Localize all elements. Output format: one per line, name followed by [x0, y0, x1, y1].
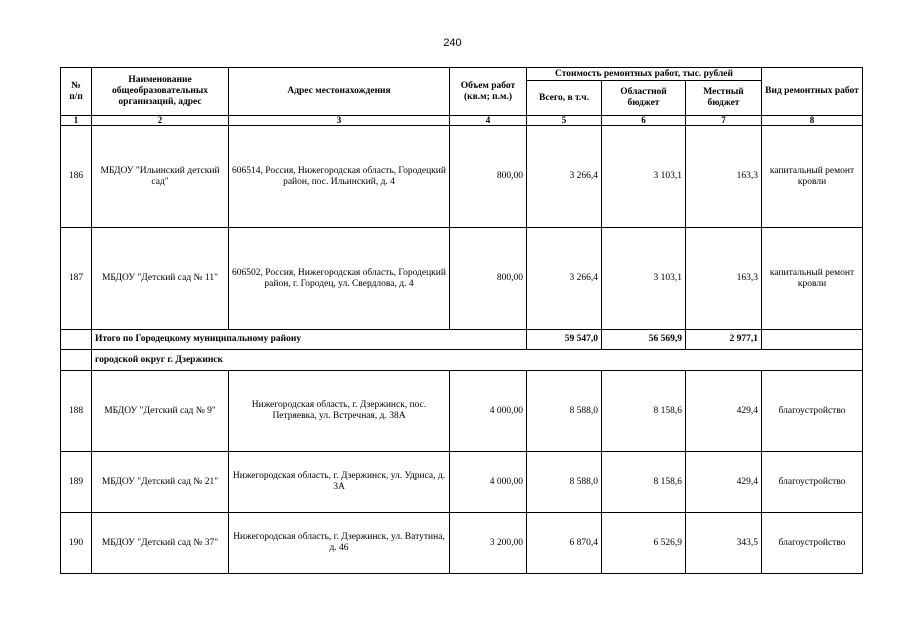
row-total: 6 870,4 [527, 513, 602, 574]
row-local: 343,5 [686, 513, 762, 574]
row-local: 429,4 [686, 371, 762, 452]
table-row [61, 228, 863, 330]
header-org-name: Наименование общеобразовательных организаций, адрес [92, 68, 229, 116]
column-number: 3 [229, 116, 450, 126]
row-address: 606502, Россия, Нижегородская область, Городецкий район, г. Городец, ул. Свердлова, д. 4 [229, 228, 450, 330]
column-number: 5 [527, 116, 602, 126]
table-row [61, 371, 863, 452]
header-repair-type: Вид ремонтных работ [762, 68, 863, 116]
row-volume: 3 200,00 [450, 513, 527, 574]
column-number: 2 [92, 116, 229, 126]
row-num: 186 [61, 126, 92, 228]
row-regional: 6 526,9 [602, 513, 686, 574]
column-number: 8 [762, 116, 863, 126]
repair-works-table [60, 67, 863, 574]
section-title: городской округ г. Дзержинск [92, 350, 863, 371]
header-address: Адрес местонахождения [229, 68, 450, 116]
row-regional: 8 158,6 [602, 452, 686, 513]
row-volume: 800,00 [450, 126, 527, 228]
row-type: благоустройство [762, 452, 863, 513]
row-regional: 8 158,6 [602, 371, 686, 452]
column-number: 6 [602, 116, 686, 126]
row-type: капитальный ремонт кровли [762, 126, 863, 228]
row-address: Нижегородская область, г. Дзержинск, ул. Ватутина, д. 46 [229, 513, 450, 574]
section-row [61, 350, 863, 371]
row-num: 189 [61, 452, 92, 513]
row-total: 8 588,0 [527, 452, 602, 513]
subtotal-row [61, 330, 863, 350]
row-org: МБДОУ "Ильинский детский сад" [92, 126, 229, 228]
row-num: 187 [61, 228, 92, 330]
row-num: 188 [61, 371, 92, 452]
table-row [61, 126, 863, 228]
header-volume: Объем работ (кв.м; п.м.) [450, 68, 527, 116]
header-regional: Областной бюджет [602, 81, 686, 116]
row-org: МБДОУ "Детский сад № 11" [92, 228, 229, 330]
header-num: № п/п [61, 68, 92, 116]
row-local: 163,3 [686, 126, 762, 228]
row-type: капитальный ремонт кровли [762, 228, 863, 330]
row-total: 8 588,0 [527, 371, 602, 452]
row-volume: 4 000,00 [450, 452, 527, 513]
row-num: 190 [61, 513, 92, 574]
row-address: Нижегородская область, г. Дзержинск, пос. Петряевка, ул. Встречная, д. 38А [229, 371, 450, 452]
row-local: 429,4 [686, 452, 762, 513]
row-volume: 4 000,00 [450, 371, 527, 452]
subtotal-local: 2 977,1 [686, 330, 762, 350]
row-address: 606514, Россия, Нижегородская область, Городецкий район, пос. Ильинский, д. 4 [229, 126, 450, 228]
row-regional: 3 103,1 [602, 228, 686, 330]
table-row [61, 513, 863, 574]
row-org: МБДОУ "Детский сад № 9" [92, 371, 229, 452]
page-number: 240 [443, 37, 462, 49]
table-row [61, 452, 863, 513]
column-number: 7 [686, 116, 762, 126]
row-org: МБДОУ "Детский сад № 21" [92, 452, 229, 513]
row-total: 3 266,4 [527, 228, 602, 330]
subtotal-regional: 56 569,9 [602, 330, 686, 350]
header-total: Всего, в т.ч. [527, 81, 602, 116]
row-regional: 3 103,1 [602, 126, 686, 228]
row-type: благоустройство [762, 513, 863, 574]
row-local: 163,3 [686, 228, 762, 330]
column-number: 1 [61, 116, 92, 126]
row-total: 3 266,4 [527, 126, 602, 228]
row-volume: 800,00 [450, 228, 527, 330]
row-org: МБДОУ "Детский сад № 37" [92, 513, 229, 574]
row-type: благоустройство [762, 371, 863, 452]
header-local: Местный бюджет [686, 81, 762, 116]
subtotal-label: Итого по Городецкому муниципальному району [92, 330, 527, 350]
header-cost-group: Стоимость ремонтных работ, тыс. рублей [527, 68, 762, 81]
column-number: 4 [450, 116, 527, 126]
row-address: Нижегородская область, г. Дзержинск, ул. Удриса, д. 3А [229, 452, 450, 513]
subtotal-total: 59 547,0 [527, 330, 602, 350]
